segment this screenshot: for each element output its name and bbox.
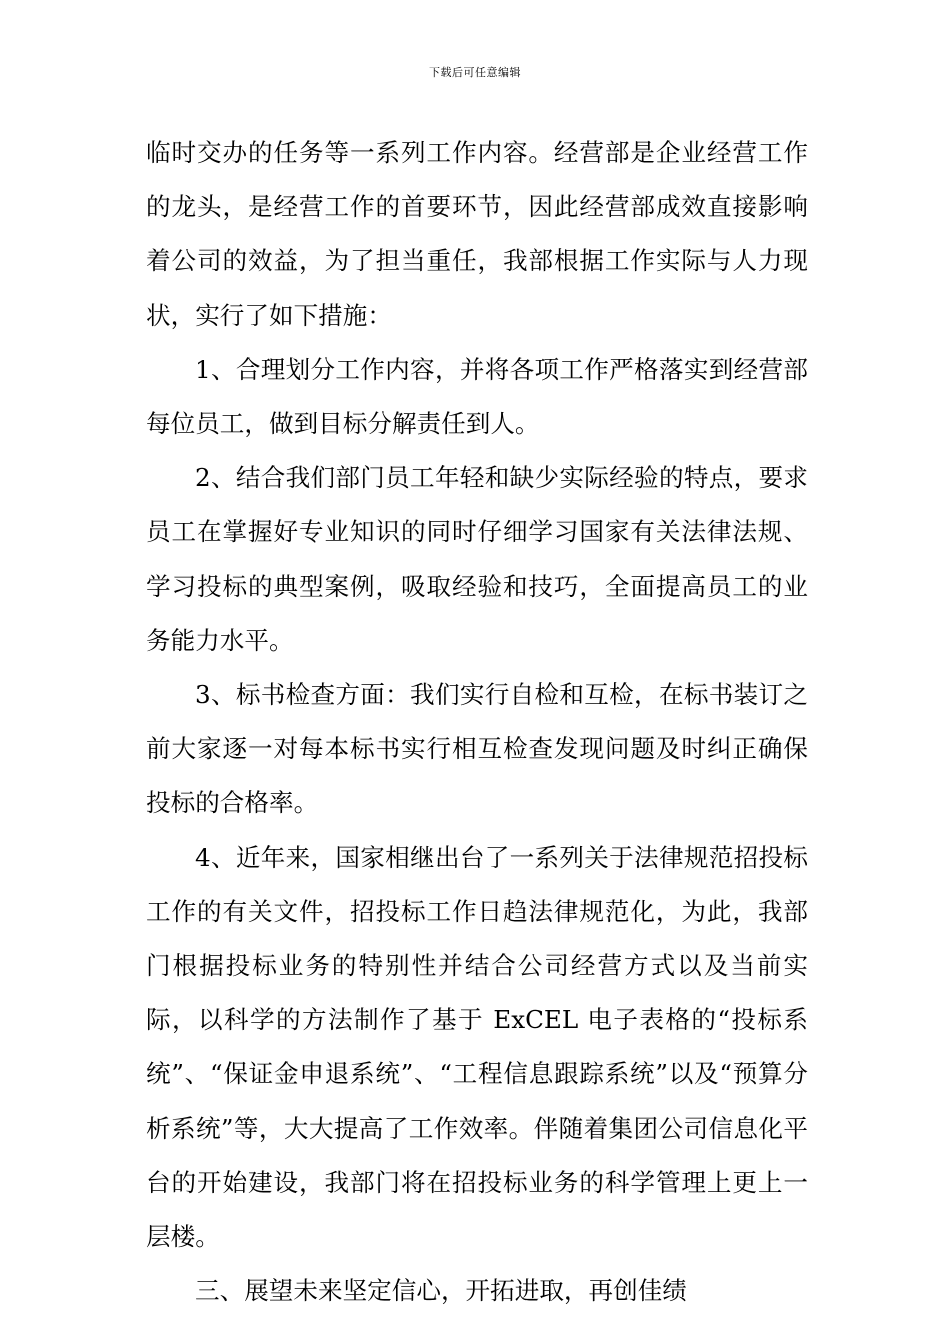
- paragraph-item-1: 1、合理划分工作内容，并将各项工作严格落实到经营部每位员工，做到目标分解责任到人。: [146, 354, 808, 439]
- paragraph-continuation: 临时交办的任务等一系列工作内容。经营部是企业经营工作的龙头，是经营工作的首要环节，因此经营部成效直接影响着公司的效益，为了担当重任，我部根据工作实际与人力现状，实行了如下措施：: [146, 138, 808, 330]
- document-body: [146, 126, 808, 1318]
- paragraph-item-3: 3、标书检查方面：我们实行自检和互检，在标书装订之前大家逐一对每本标书实行相互检查发现问题及时纠正确保投标的合格率。: [146, 680, 808, 818]
- section-heading-3: 三、展望未来坚定信心，开拓进取，再创佳绩: [195, 1276, 687, 1306]
- page-header: 下载后可任意编辑: [429, 66, 521, 79]
- paragraph-item-2: 2、结合我们部门员工年轻和缺少实际经验的特点，要求员工在掌握好专业知识的同时仔细学习国家有关法律法规、学习投标的典型案例，吸取经验和技巧，全面提高员工的业务能力水平。: [146, 463, 808, 655]
- paragraph-item-4: 4、近年来，国家相继出台了一系列关于法律规范招投标工作的有关文件，招投标工作日趋法律规范化，为此，我部门根据投标业务的特别性并结合公司经营方式以及当前实际，以科学的方法制作了基于 ExCEL 电子表格的“投标系统”、“保证金申退系统”、“工程信息跟踪系统”以及“预算分析系统”等，大大提高了工作效率。伴随着集团公司信息化平台的开始建设，我部门将在招投标业务的科学管理上更上一层楼。: [146, 842, 808, 1252]
